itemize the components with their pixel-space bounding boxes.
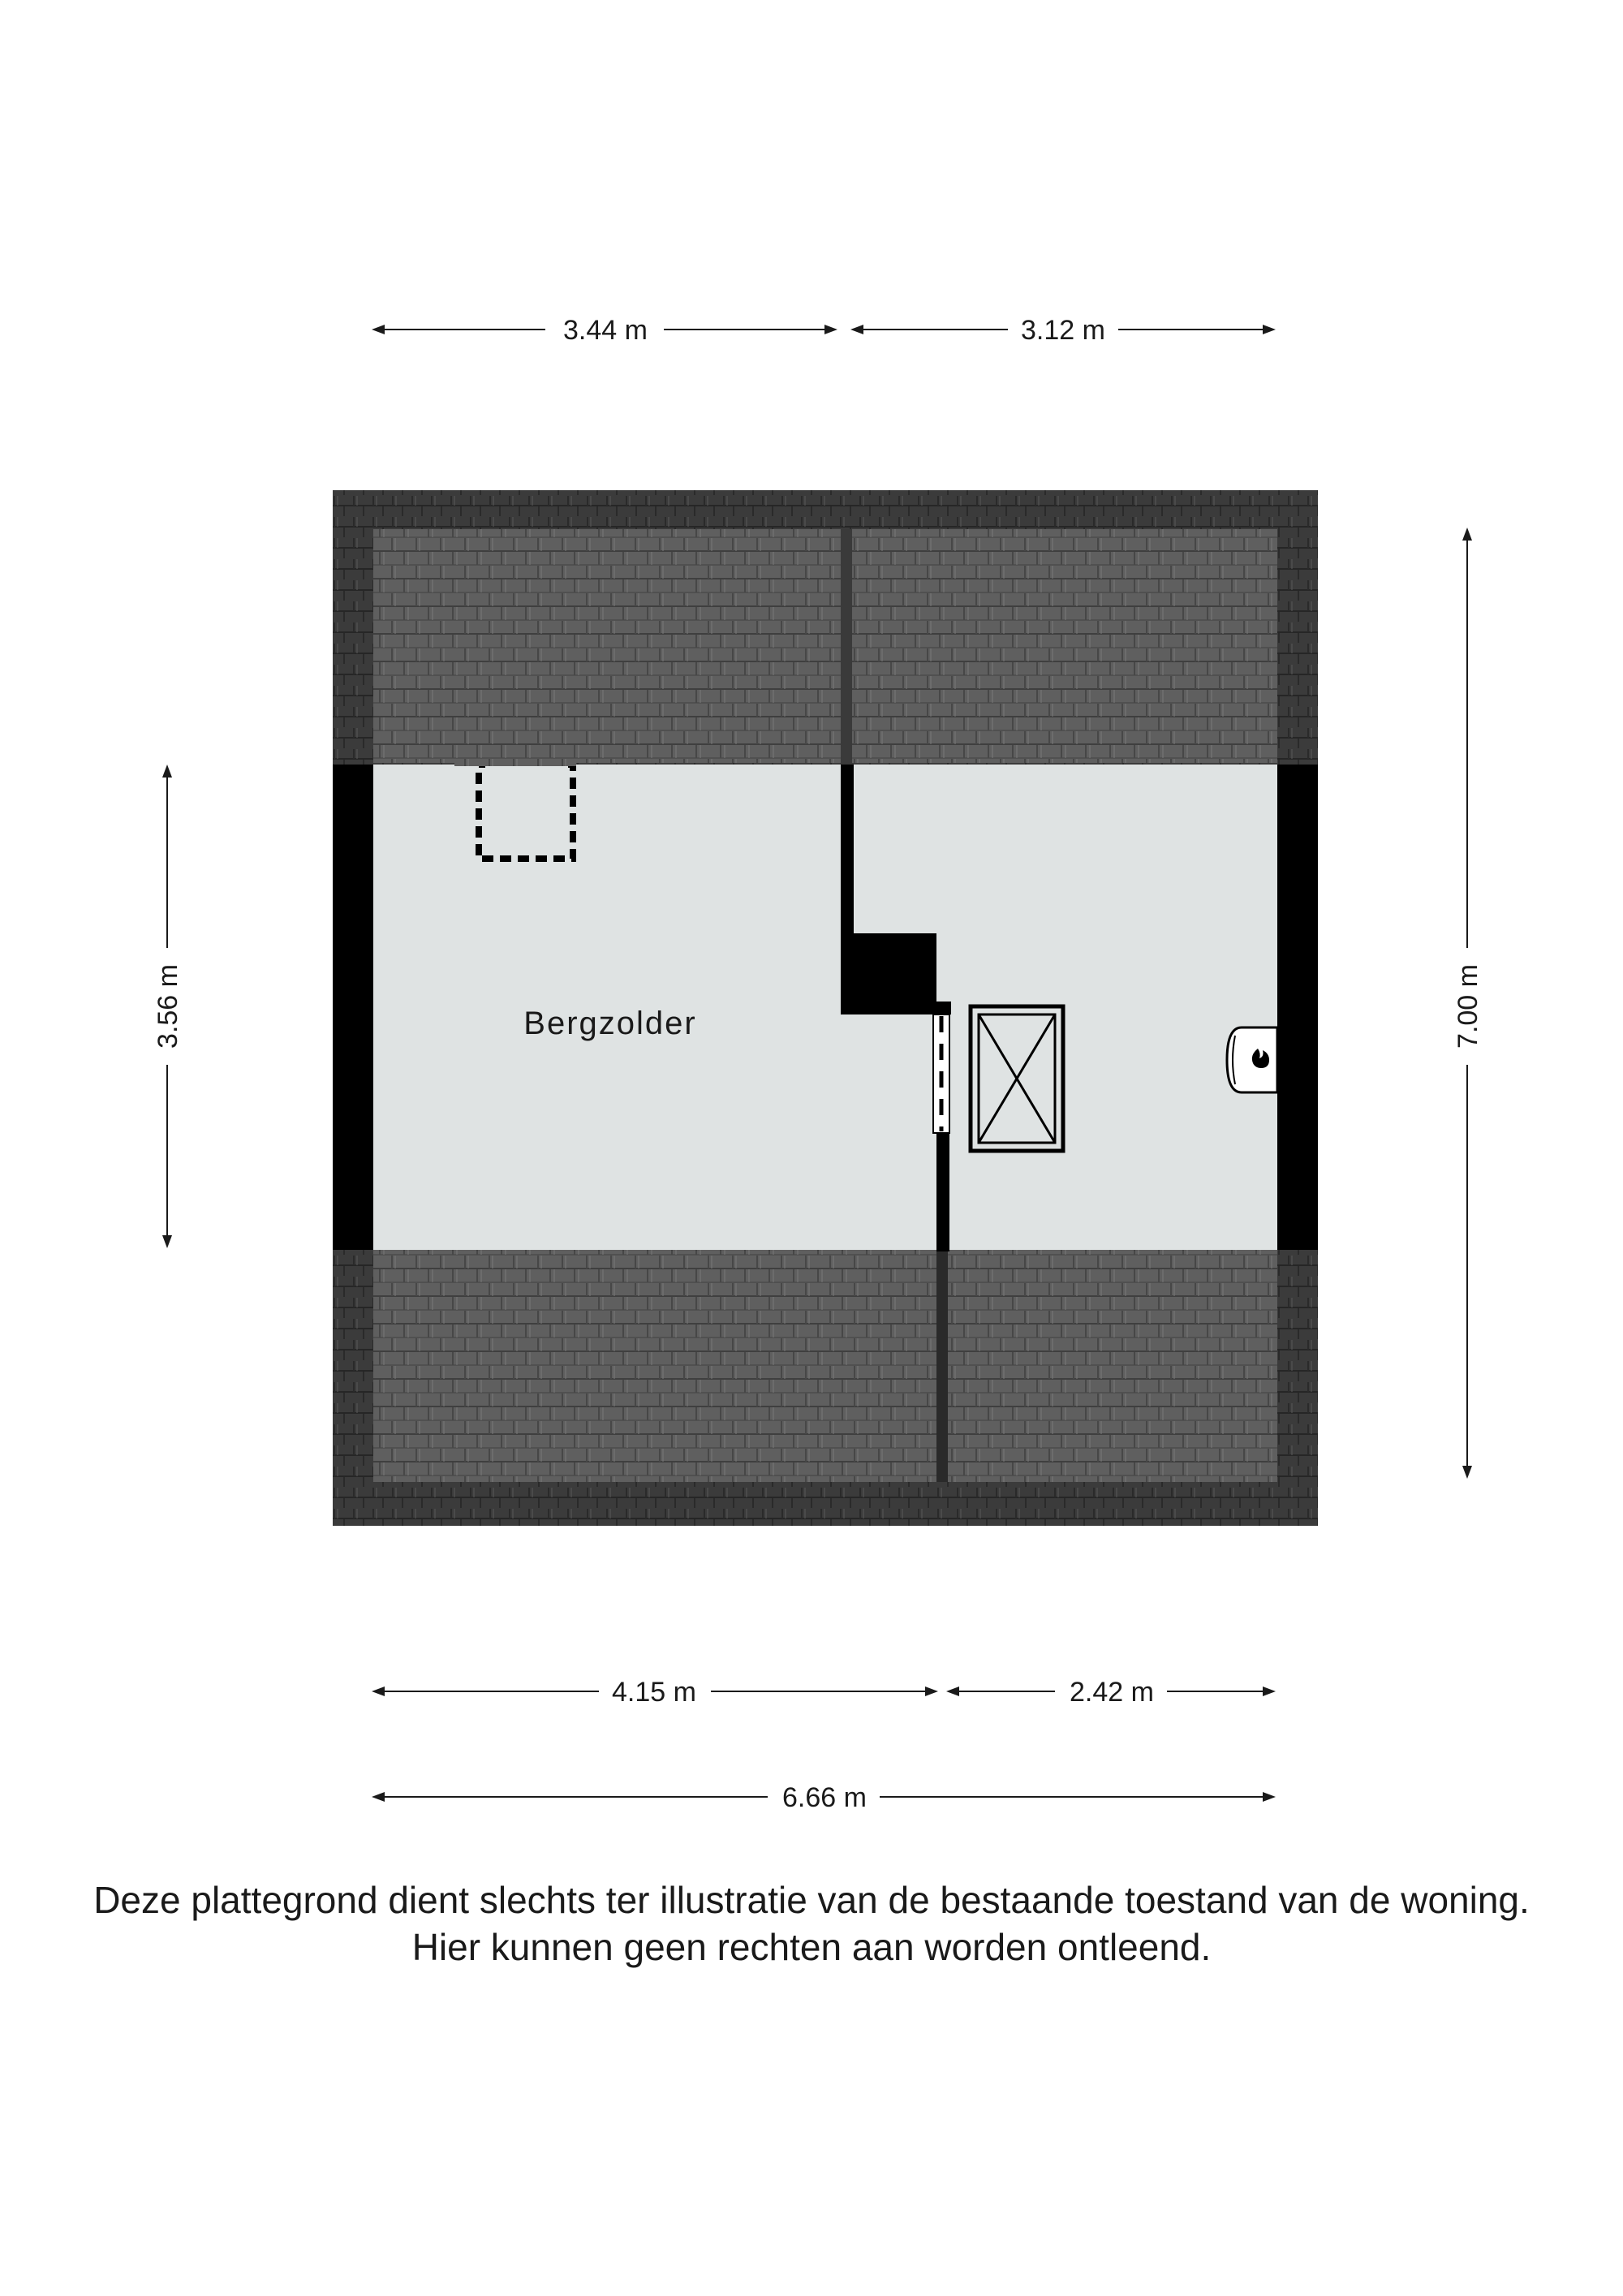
room-label-bergzolder: Bergzolder [523, 1006, 697, 1041]
partition-wall-upper [841, 765, 854, 935]
chimney-block [841, 933, 936, 1014]
dimension-right [1453, 528, 1483, 1479]
dimension-top-row [372, 315, 1276, 346]
roof-top-divider [841, 529, 852, 765]
dimension-left [153, 765, 183, 1248]
roof-bottom [373, 1250, 1277, 1482]
dimension-label-top-left: 3.44 m [563, 315, 648, 346]
partition-wall-step [936, 1002, 951, 1014]
dimension-total [372, 1782, 1276, 1813]
disclaimer-line-2: Hier kunnen geen rechten aan worden ontleend. [411, 1926, 1212, 1968]
boiler [1227, 1027, 1277, 1092]
dimension-label-bottom-left: 4.15 m [612, 1677, 696, 1708]
dimension-label-right-height: 7.00 m [1453, 964, 1483, 1049]
door-opening [933, 1014, 949, 1133]
dimension-label-total-width: 6.66 m [782, 1782, 867, 1813]
wall-left [333, 765, 373, 1250]
wall-right [1277, 765, 1318, 1250]
dimension-label-bottom-right: 2.42 m [1070, 1677, 1154, 1708]
roof-bottom-divider [936, 1250, 948, 1482]
disclaimer [0, 1876, 1623, 1971]
dimension-label-left-height: 3.56 m [153, 964, 183, 1049]
disclaimer-line-1: Deze plattegrond dient slechts ter illustratie van de bestaande toestand van de woning. [93, 1879, 1530, 1921]
building [333, 490, 1318, 1526]
partition-wall-lower [936, 1133, 949, 1251]
roof-top [373, 529, 1277, 763]
dimension-bottom-row [372, 1677, 1276, 1708]
dimension-label-top-right: 3.12 m [1021, 315, 1105, 346]
